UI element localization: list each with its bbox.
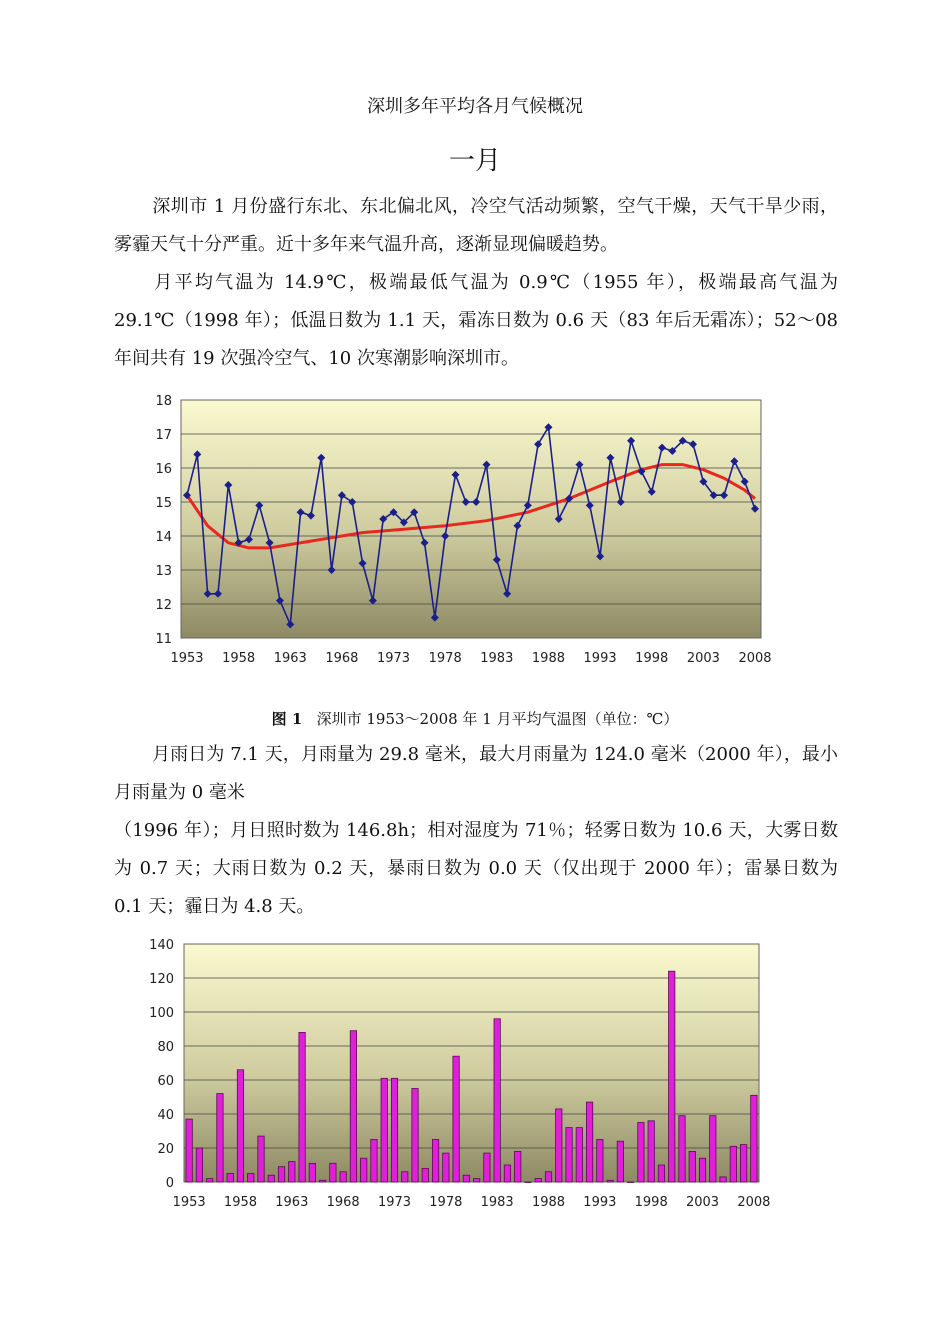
rain-bar (720, 1177, 726, 1182)
y-tick-label: 120 (149, 972, 174, 987)
y-tick-label: 100 (149, 1006, 174, 1021)
rain-bar (237, 1070, 243, 1182)
x-tick-label: 1963 (275, 1195, 309, 1210)
rain-bar (443, 1153, 449, 1182)
rain-bar (699, 1158, 705, 1182)
document-title: 深圳多年平均各月气候概况 (367, 96, 583, 117)
y-tick-label: 16 (155, 462, 172, 477)
rain-bar (689, 1151, 695, 1182)
y-tick-label: 11 (155, 632, 172, 647)
x-tick-label: 2003 (685, 1195, 720, 1210)
rain-bar (248, 1174, 254, 1183)
rain-bar (258, 1136, 264, 1182)
rain-bar (607, 1180, 613, 1182)
y-tick-label: 140 (149, 938, 174, 953)
x-tick-label: 1998 (635, 651, 669, 666)
rain-bar (340, 1172, 346, 1182)
rain-bar (432, 1140, 438, 1183)
y-tick-label: 17 (155, 428, 172, 443)
rain-bar (545, 1172, 551, 1182)
temperature-paragraph (114, 264, 838, 378)
y-tick-label: 20 (157, 1142, 174, 1157)
y-tick-label: 40 (157, 1108, 174, 1123)
caption-prefix: 图 1 (271, 710, 303, 728)
rain-bar (227, 1174, 233, 1183)
x-tick-label: 1968 (326, 1195, 360, 1210)
rain-bar (371, 1140, 377, 1183)
x-tick-label: 1958 (223, 1195, 258, 1210)
rain-bar (617, 1141, 623, 1182)
x-tick-label: 2008 (738, 651, 772, 666)
rain-bar (525, 1182, 531, 1183)
rain-bar (319, 1180, 325, 1182)
temperature-chart (150, 388, 790, 678)
rain-bar (669, 971, 675, 1182)
y-tick-label: 14 (155, 530, 172, 545)
rain-bar (422, 1168, 428, 1182)
x-tick-label: 1993 (583, 651, 617, 666)
rain-bar (576, 1128, 582, 1182)
rain-bar (217, 1094, 223, 1182)
rain-bar (412, 1089, 418, 1183)
x-tick-label: 1958 (222, 651, 256, 666)
rain-bar (504, 1165, 510, 1182)
rain-bar (453, 1056, 459, 1182)
y-tick-label: 15 (155, 496, 172, 511)
rain-bar (381, 1078, 387, 1182)
x-tick-label: 1978 (428, 651, 462, 666)
intro-paragraph (114, 188, 838, 264)
rain-bar (186, 1119, 192, 1182)
x-tick-label: 1983 (480, 651, 514, 666)
x-tick-label: 1968 (325, 651, 359, 666)
y-tick-label: 0 (165, 1176, 174, 1191)
x-tick-label: 2003 (686, 651, 720, 666)
rain-bar (473, 1179, 479, 1182)
x-tick-label: 1973 (376, 651, 411, 666)
rain-bar (535, 1179, 541, 1182)
rain-bar (710, 1116, 716, 1182)
rain-text-2: （1996 年）；月日照时数为 146.8h；相对湿度为 71％；轻雾日数为 10.6 天，大雾日数为 0.7 天；大雨日数为 0.2 天，暴雨日数为 0.0 天（仅出现于 2000 年）；雷暴日数为 0.1 天；霾日为 4.8 天。 (114, 820, 838, 917)
temperature-text: 月平均气温为 14.9℃，极端最低气温为 0.9℃（1955 年），极端最高气温为 29.1℃（1998 年）；低温日数为 1.1 天，霜冻日数为 0.6 天（83 年后无霜冻）；52～08 年间共有 19 次强冷空气、10 次寒潮影响深圳市。 (114, 272, 838, 369)
x-tick-label: 1998 (634, 1195, 668, 1210)
rain-paragraph-1 (114, 736, 838, 812)
x-tick-label: 2008 (737, 1195, 771, 1210)
rain-bar (740, 1145, 746, 1182)
plot-area (181, 400, 761, 638)
y-tick-label: 60 (157, 1074, 174, 1089)
rain-text-1: 月雨日为 7.1 天，月雨量为 29.8 毫米，最大月雨量为 124.0 毫米（2000 年），最小月雨量为 0 毫米 (114, 744, 838, 803)
rain-bar (196, 1148, 202, 1182)
rain-bar (566, 1128, 572, 1182)
rain-bar (515, 1151, 521, 1182)
rain-bar (484, 1153, 490, 1182)
x-tick-label: 1988 (531, 1195, 566, 1210)
rain-bar (638, 1123, 644, 1183)
x-tick-label: 1988 (531, 651, 566, 666)
caption-text: 深圳市 1953～2008 年 1 月平均气温图（单位：℃） (316, 710, 679, 728)
rain-bar (463, 1175, 469, 1182)
rain-bar (268, 1175, 274, 1182)
x-tick-label: 1993 (583, 1195, 617, 1210)
rain-bar (751, 1095, 757, 1182)
y-tick-label: 12 (155, 598, 172, 613)
rain-bar (627, 1182, 633, 1183)
rain-bar (556, 1109, 562, 1182)
rain-bar (278, 1167, 284, 1182)
x-tick-label: 1973 (377, 1195, 412, 1210)
y-tick-label: 80 (157, 1040, 174, 1055)
rain-bar (330, 1163, 336, 1182)
rain-bar (586, 1102, 592, 1182)
rain-bar (648, 1121, 654, 1182)
x-tick-label: 1953 (172, 1195, 206, 1210)
rain-bar (402, 1172, 408, 1182)
rain-bar (299, 1032, 305, 1182)
x-tick-label: 1983 (480, 1195, 514, 1210)
x-tick-label: 1963 (273, 651, 307, 666)
intro-text: 深圳市 1 月份盛行东北、东北偏北风，冷空气活动频繁，空气干燥，天气干旱少雨，雾霾天气十分严重。近十多年来气温升高，逐渐显现偏暖趋势。 (114, 196, 838, 255)
y-tick-label: 18 (155, 394, 172, 409)
y-tick-label: 13 (155, 564, 172, 579)
rain-bar (658, 1165, 664, 1182)
rain-bar (361, 1158, 367, 1182)
rain-bar (494, 1019, 500, 1182)
rain-paragraph-2 (114, 812, 838, 926)
rain-bar (350, 1031, 356, 1182)
figure-caption (0, 708, 950, 729)
rain-bar (309, 1163, 315, 1182)
x-tick-label: 1978 (429, 1195, 463, 1210)
rain-bar (597, 1140, 603, 1183)
x-tick-label: 1953 (170, 651, 204, 666)
rain-bar (289, 1162, 295, 1182)
rain-bar (730, 1146, 736, 1182)
rain-bar (679, 1116, 685, 1182)
rain-bar (206, 1179, 212, 1182)
month-heading: 一月 (448, 146, 501, 176)
rain-bar (391, 1078, 397, 1182)
rainfall-chart (140, 932, 790, 1222)
